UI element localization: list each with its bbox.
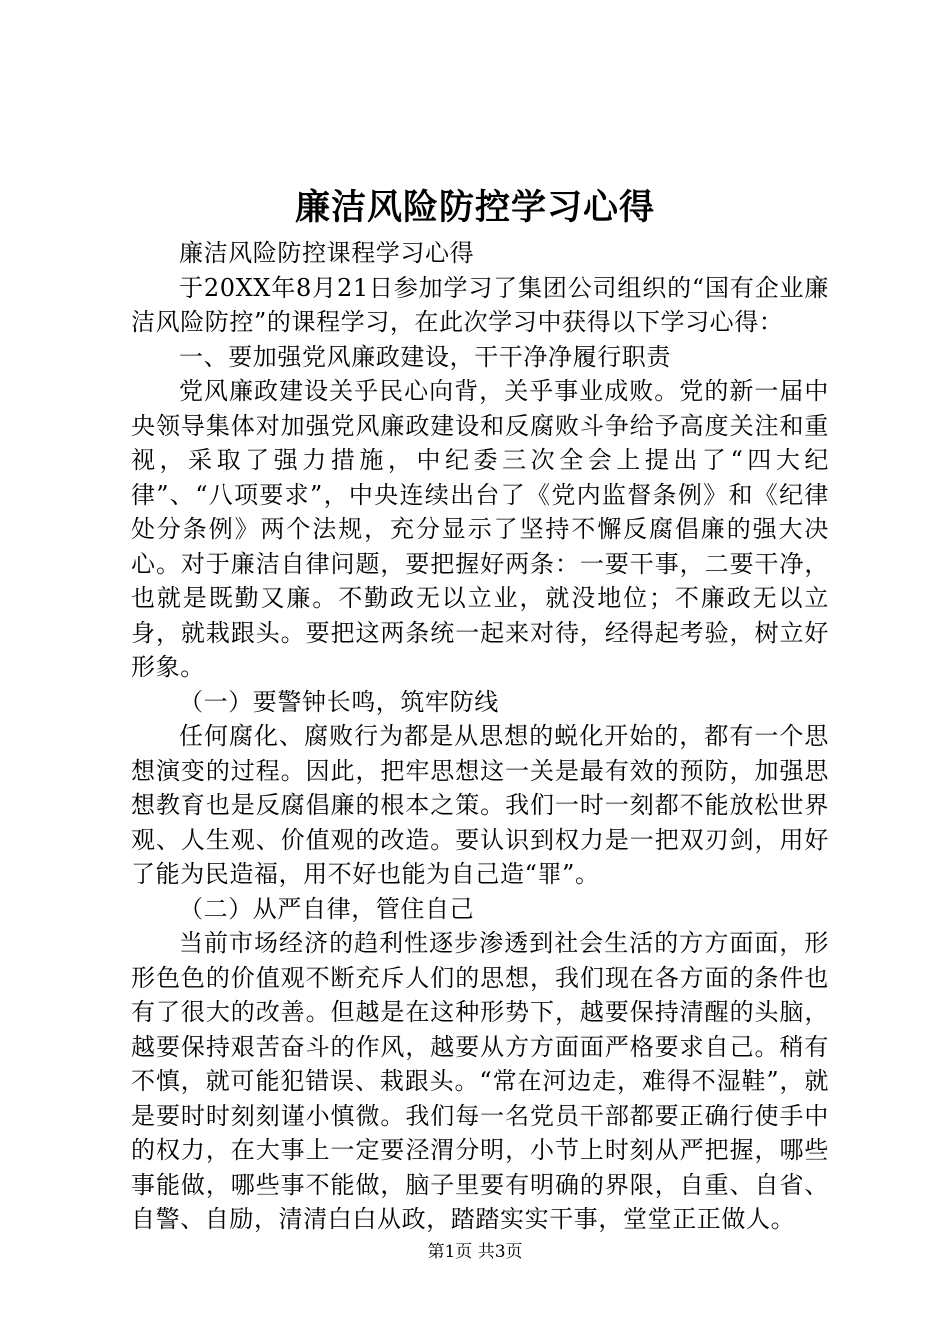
page-number-footer: 第1页 共3页 bbox=[427, 1242, 523, 1262]
paragraph-subsection-2: 当前市场经济的趋利性逐步渗透到社会生活的方方面面，形形色色的价值观不断充斥人们的思想，我们现在各方面的条件也有了很大的改善。但越是在这种形势下，越要保持清醒的头脑，越要保持艰苦奋斗的作风，越要从方方面面严格要求自己。稍有不慎，就可能犯错误、栽跟头。“常在河边走，难得不湿鞋”，就是要时时刻刻谨小慎微。我们每一名党员干部都要正确行使手中的权力，在大事上一定要泾渭分明，小节上时刻从严把握，哪些事能做，哪些事不能做，脑子里要有明确的界限，自重、自省、自警、自励，清清白白从政，踏踏实实干事，堂堂正正做人。 bbox=[131, 929, 829, 1233]
document-body bbox=[131, 236, 829, 1237]
document-title: 廉洁风险防控学习心得 bbox=[294, 187, 655, 228]
subsection-heading-1: （一）要警钟长鸣，筑牢防线 bbox=[179, 687, 499, 716]
paragraph-section-1: 党风廉政建设关乎民心向背，关乎事业成败。党的新一届中央领导集体对加强党风廉政建设和反腐败斗争给予高度关注和重视，采取了强力措施，中纪委三次全会上提出了“四大纪律”、“八项要求”，中央连续出台了《党内监督条例》和《纪律处分条例》两个法规，充分显示了坚持不懈反腐倡廉的强大决心。对于廉洁自律问题，要把握好两条：一要干事，二要干净，也就是既勤又廉。不勤政无以立业，就没地位；不廉政无以立身，就栽跟头。要把这两条统一起来对待，经得起考验，树立好形象。 bbox=[131, 377, 829, 681]
paragraph-subtitle: 廉洁风险防控课程学习心得 bbox=[179, 239, 475, 267]
paragraph-subsection-1: 任何腐化、腐败行为都是从思想的蜕化开始的，都有一个思想演变的过程。因此，把牢思想这一关是最有效的预防，加强思想教育也是反腐倡廉的根本之策。我们一时一刻都不能放松世界观、人生观、价值观的改造。要认识到权力是一把双刃剑，用好了能为民造福，用不好也能为自己造“罪”。 bbox=[131, 722, 829, 888]
paragraph-intro: 于20XX年8月21日参加学习了集团公司组织的“国有企业廉洁风险防控”的课程学习，在此次学习中获得以下学习心得： bbox=[131, 273, 829, 336]
section-heading-1: 一、要加强党风廉政建设，干干净净履行职责 bbox=[179, 342, 671, 371]
subsection-heading-2: （二）从严自律，管住自己 bbox=[179, 894, 475, 923]
